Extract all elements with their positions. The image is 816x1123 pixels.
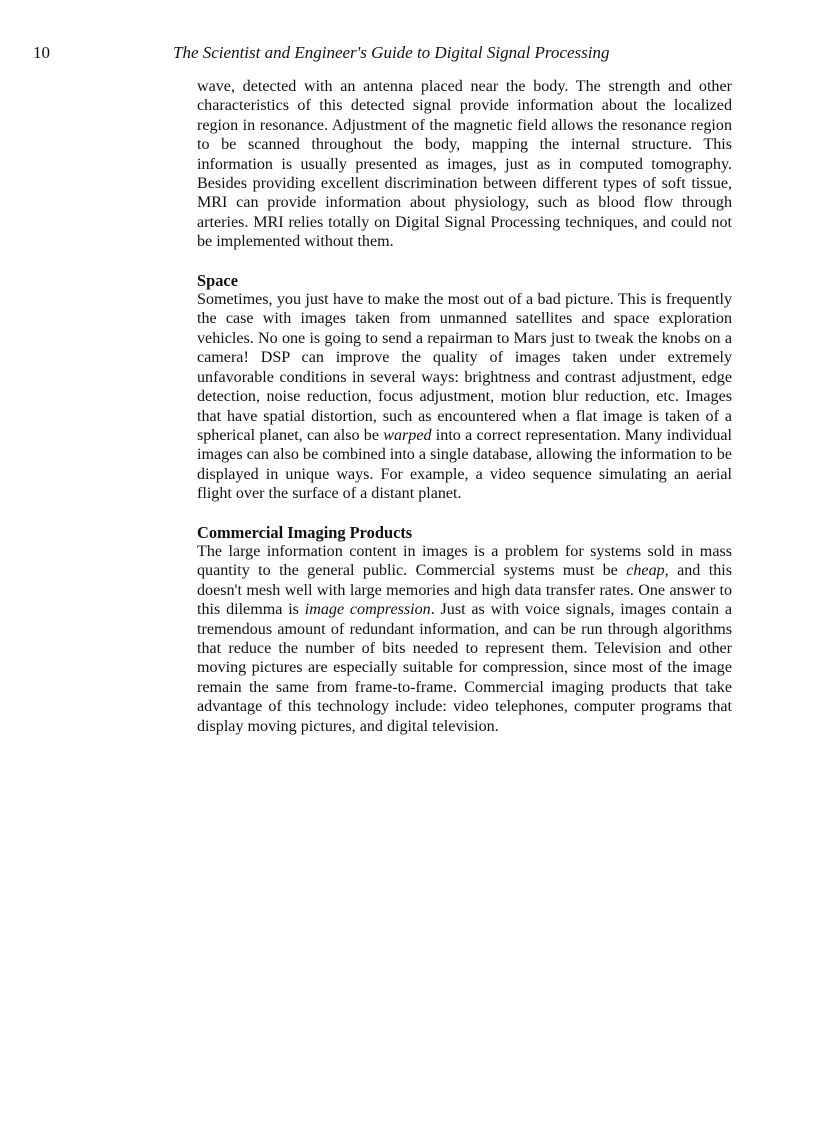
warped-emphasis: warped [383,426,432,444]
commercial-heading: Commercial Imaging Products [197,522,413,542]
commercial-text-part-3: . Just as with voice signals, images contain a tremendous amount of redundant information, and can be run through algorithms that reduce the number of bits needed to represent them. Television and other moving pictures are especially suitable for compression, since most of the image remain the same from frame-to-frame. Commercial imaging products that take advantage of this technology include: video telephones, computer programs that display moving pictures, and digital television. [197,601,733,735]
space-section [197,271,732,504]
commercial-text-part-1: The large information content in images is a problem for systems sold in mass quantity to the general public. Commercial systems must be [197,542,732,580]
body-text [197,77,732,736]
page-number: 10 [33,43,50,62]
cheap-emphasis: cheap [626,562,665,580]
space-text-part-2: into a correct representation. Many individual images can also be combined into a single database, allowing the information to be displayed in unique ways. For example, a video sequence simulating an aerial flight over the surface of a distant planet. [197,426,732,503]
commercial-text-part-2: , and this doesn't mesh well with large memories and high data transfer rates. One answer to this dilemma is [197,562,733,619]
image-compression-emphasis: image compression [304,601,431,619]
mri-paragraph: wave, detected with an antenna placed near the body. The strength and other characteristics of this detected signal provide information about the localized region in resonance. Adjustment of the magnetic field allows the resonance region to be scanned throughout the body, mapping the internal structure. This information is usually presented as images, just as in computed tomography. Besides providing excellent discrimination between different types of soft tissue, MRI can provide information about physiology, such as blood flow through arteries. MRI relies totally on Digital Signal Processing techniques, and could not be implemented without them. [197,78,732,251]
space-heading: Space [197,270,238,290]
running-header: The Scientist and Engineer's Guide to Digital Signal Processing [173,43,610,62]
commercial-paragraph [197,542,732,736]
space-paragraph [197,290,732,503]
space-text-part-1: Sometimes, you just have to make the most out of a bad picture. This is frequently the case with images taken from unmanned satellites and space exploration vehicles. No one is going to send a repairman to Mars just to tweak the knobs on a camera! DSP can improve the quality of images taken under extremely unfavorable conditions in several ways: brightness and contrast adjustment, edge detection, noise reduction, focus adjustment, motion blur reduction, etc. Images that have spatial distortion, such as encountered when a flat image is taken of a spherical planet, can also be [197,291,732,444]
commercial-section [197,523,732,736]
